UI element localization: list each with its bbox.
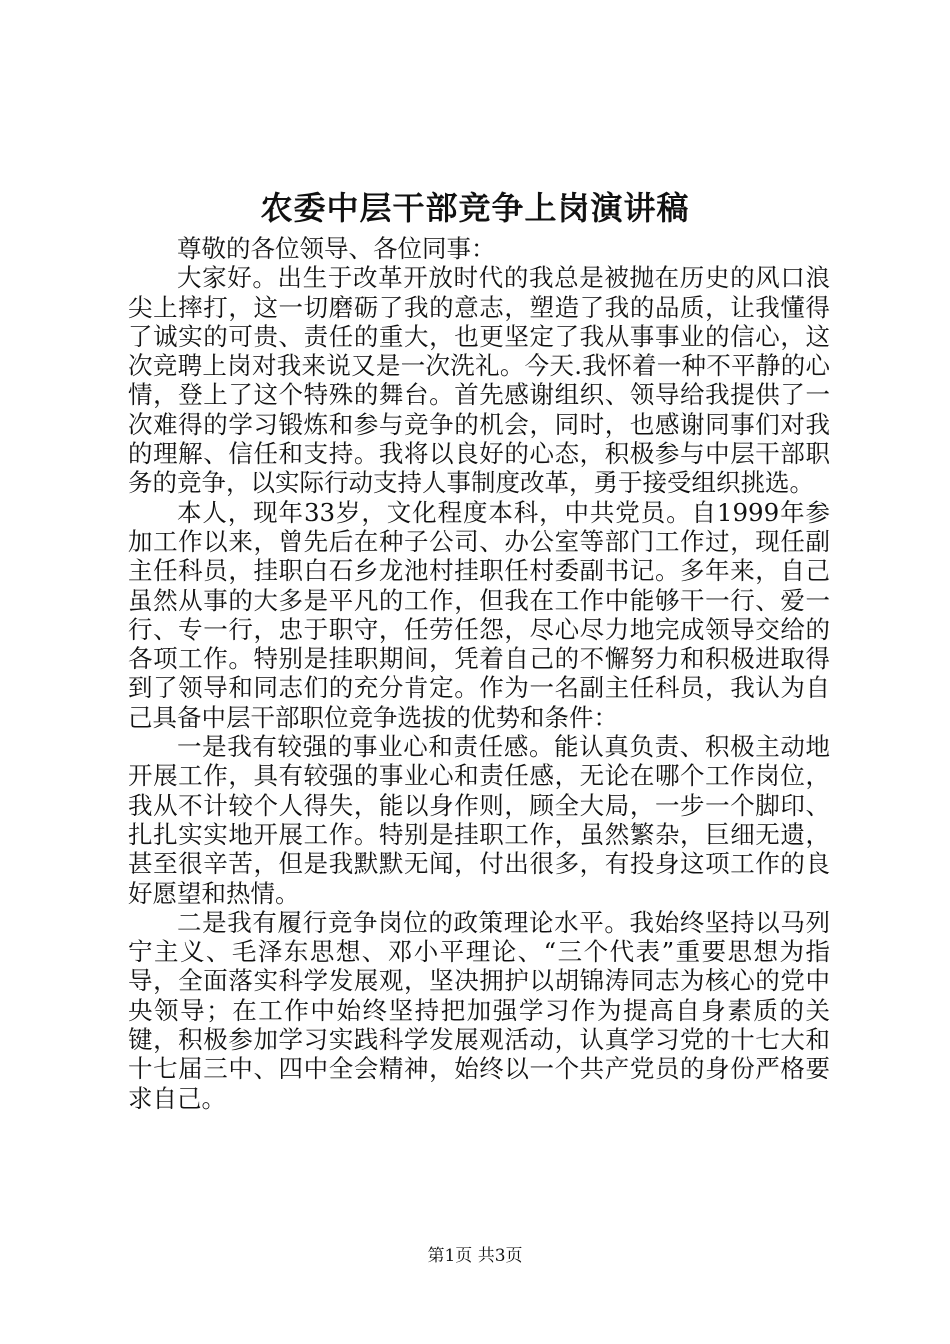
salutation-paragraph: 尊敬的各位领导、各位同事：	[177, 234, 496, 263]
body-paragraph: 二是我有履行竞争岗位的政策理论水平。我始终坚持以马列宁主义、毛泽东思想、邓小平理论、“三个代表”重要思想为指导，全面落实科学发展观，坚决拥护以胡锦涛同志为核心的党中央领导；在工作中始终坚持把加强学习作为提高自身素质的关键，积极参加学习实践科学发展观活动，认真学习党的十七大和十七届三中、四中全会精神，始终以一个共产党员的身份严格要求自己。	[128, 907, 830, 1113]
page-title: 农委中层干部竞争上岗演讲稿	[260, 189, 690, 227]
body-paragraph: 一是我有较强的事业心和责任感。能认真负责、积极主动地开展工作，具有较强的事业心和责任感，无论在哪个工作岗位，我从不计较个人得失，能以身作则，顾全大局，一步一个脚印、扎扎实实地开展工作。特别是挂职工作，虽然繁杂，巨细无遗，甚至很辛苦，但是我默默无闻，付出很多，有投身这项工作的良好愿望和热情。	[128, 732, 830, 908]
body-paragraph: 大家好。出生于改革开放时代的我总是被抛在历史的风口浪尖上摔打，这一切磨砺了我的意志，塑造了我的品质，让我懂得了诚实的可贵、责任的重大，也更坚定了我从事事业的信心，这次竞聘上岗对我来说又是一次洗礼。今天.我怀着一种不平静的心情，登上了这个特殊的舞台。首先感谢组织、领导给我提供了一次难得的学习锻炼和参与竞争的机会，同时，也感谢同事们对我的理解、信任和支持。我将以良好的心态，积极参与中层干部职务的竞争，以实际行动支持人事制度改革，勇于接受组织挑选。	[128, 263, 830, 498]
body-paragraph: 本人，现年33岁，文化程度本科，中共党员。自1999年参加工作以来，曾先后在种子公司、办公室等部门工作过，现任副主任科员，挂职白石乡龙池村挂职任村委副书记。多年来，自己虽然从事的大多是平凡的工作，但我在工作中能够干一行、爱一行、专一行，忠于职守，任劳任怨，尽心尽力地完成领导交给的各项工作。特别是挂职期间，凭着自己的不懈努力和积极进取得到了领导和同志们的充分肯定。作为一名副主任科员，我认为自己具备中层干部职位竞争选拔的优势和条件：	[128, 497, 830, 732]
page-footer: 第1页 共3页	[427, 1246, 523, 1266]
document-body	[128, 234, 830, 1113]
